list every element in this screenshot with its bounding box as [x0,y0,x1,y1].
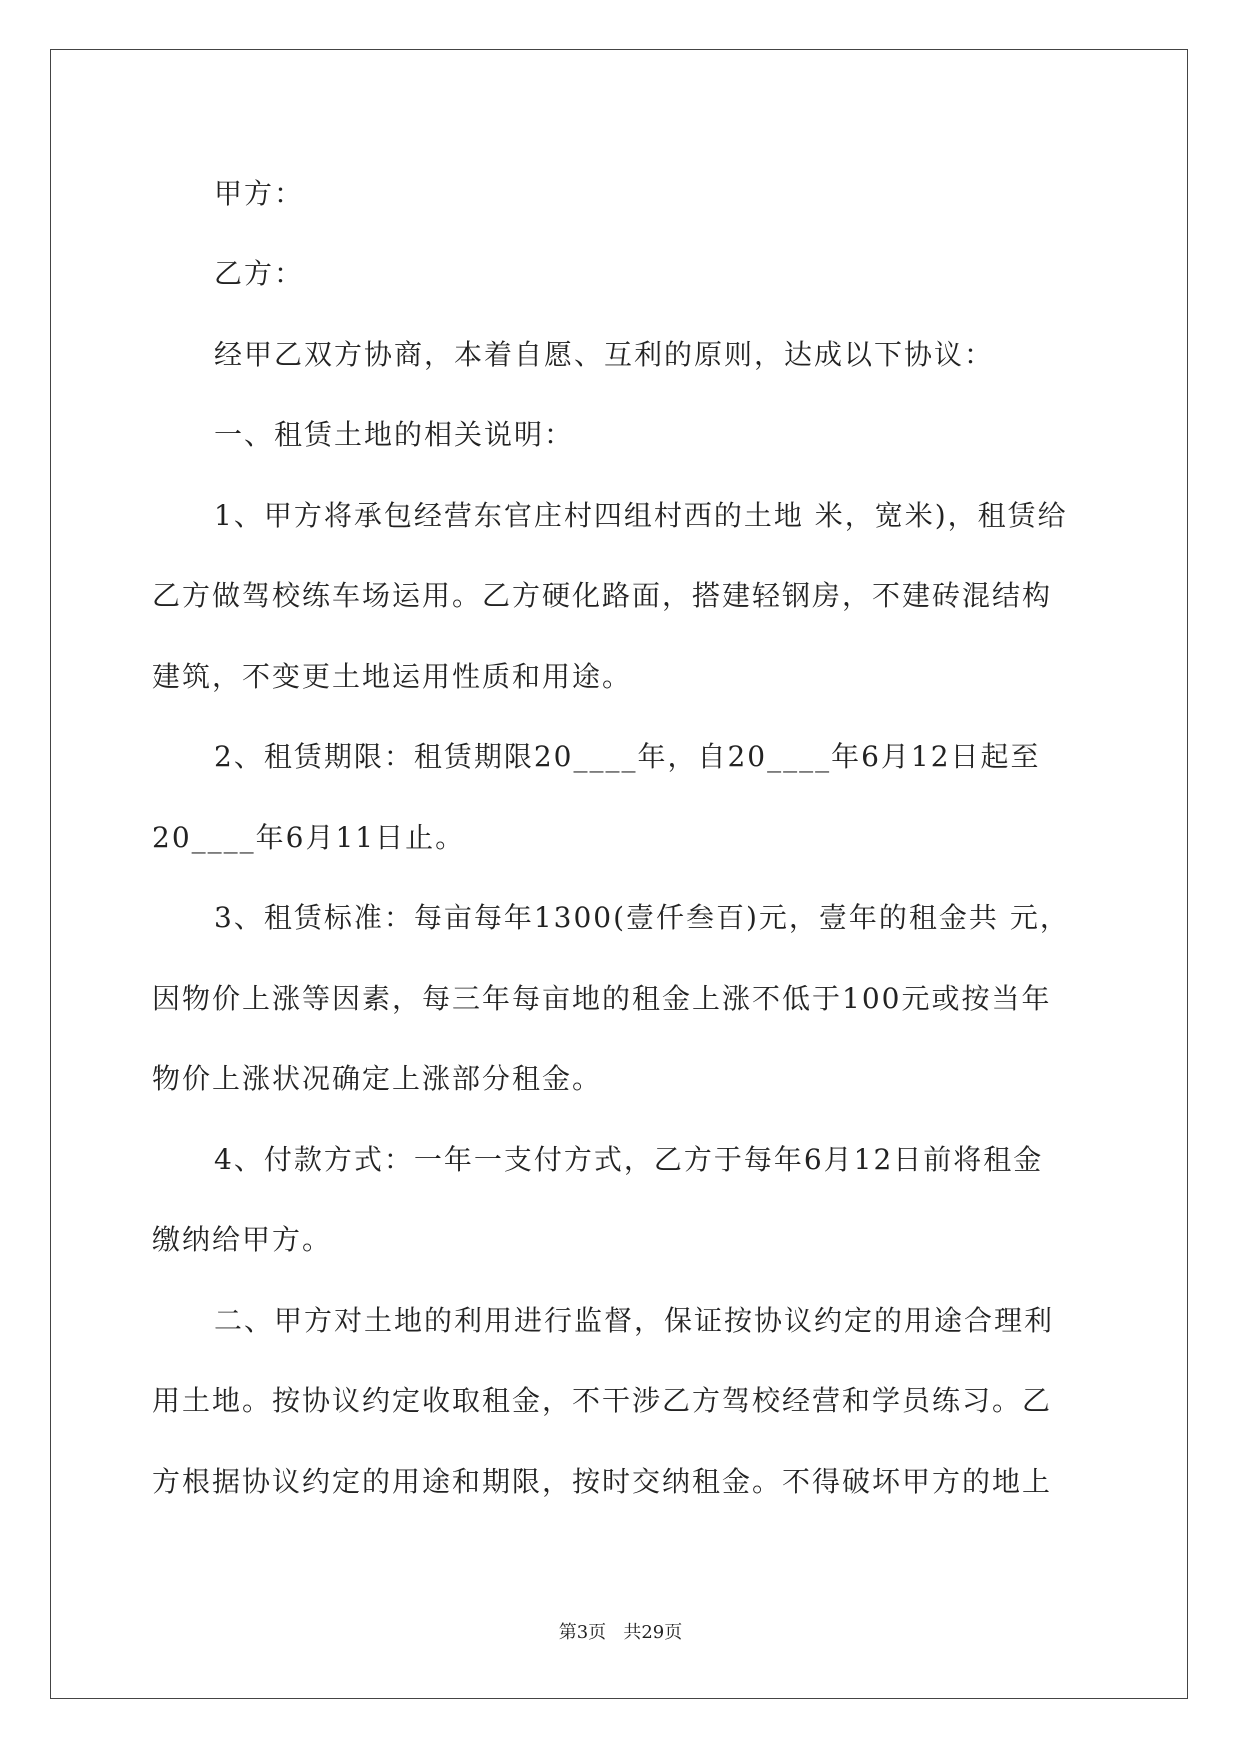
party-a-line: 甲方： [214,177,305,210]
clause-2-line-2: 20____年6月11日止。 [152,821,466,854]
clause-1-line-1: 1、甲方将承包经营东官庄村四组村西的土地 米，宽米)，租赁给 [214,499,1068,532]
clause-4-line-2: 缴纳给甲方。 [152,1223,333,1256]
clause-3-line-2: 因物价上涨等因素，每三年每亩地的租金上涨不低于100元或按当年 [152,982,1052,1015]
section-2-line-1: 二、甲方对土地的利用进行监督，保证按协议约定的用途合理利 [214,1304,1055,1337]
clause-1-line-2: 乙方做驾校练车场运用。乙方硬化路面，搭建轻钢房，不建砖混结构 [152,579,1053,612]
clause-3-line-1: 3、租赁标准：每亩每年1300(壹仟叁百)元，壹年的租金共 元， [214,901,1070,934]
clause-1-line-3: 建筑，不变更土地运用性质和用途。 [152,660,633,693]
page-number: 第3页 共29页 [558,1622,683,1643]
party-b-line: 乙方： [214,257,305,290]
section-2-line-3: 方根据协议约定的用途和期限，按时交纳租金。不得破坏甲方的地上 [152,1465,1053,1498]
clause-2-line-1: 2、租赁期限：租赁期限20____年，自20____年6月12日起至 [214,740,1041,773]
agreement-intro: 经甲乙双方协商，本着自愿、互利的原则，达成以下协议： [214,338,995,371]
section-1-heading: 一、租赁土地的相关说明： [214,418,575,451]
page-border [50,49,1188,1699]
section-2-line-2: 用土地。按协议约定收取租金，不干涉乙方驾校经营和学员练习。乙 [152,1384,1053,1417]
clause-4-line-1: 4、付款方式：一年一支付方式，乙方于每年6月12日前将租金 [214,1143,1044,1176]
clause-3-line-3: 物价上涨状况确定上涨部分租金。 [152,1062,603,1095]
